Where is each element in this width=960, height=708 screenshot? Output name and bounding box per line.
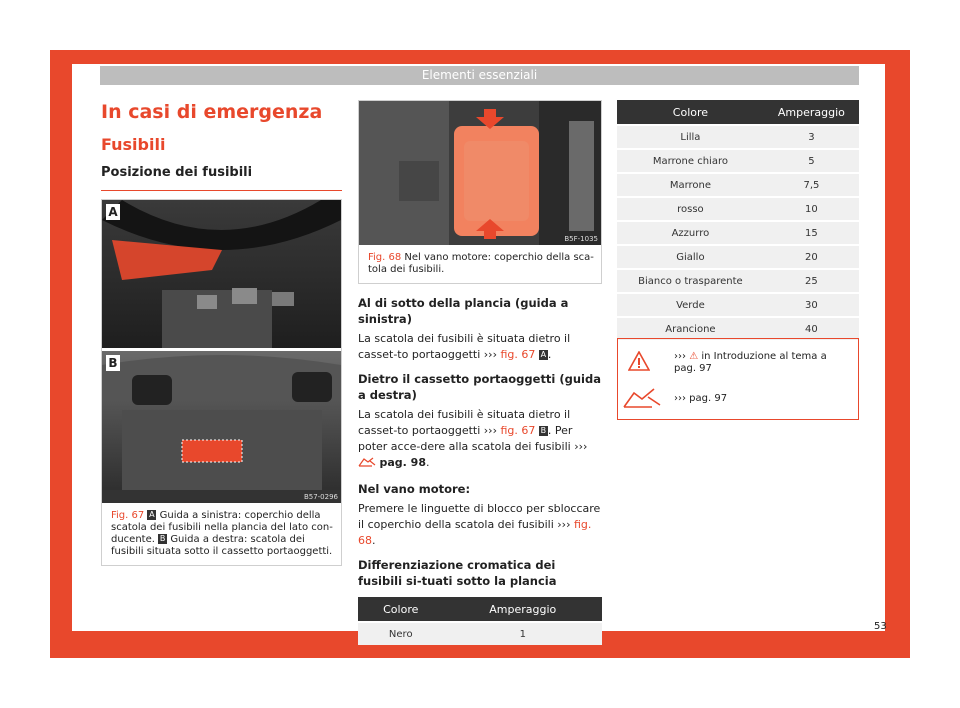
fuse-color-table-continued (617, 98, 859, 342)
warning-box (617, 338, 859, 420)
warning-text: in Introduzione al tema a (701, 351, 827, 362)
letter-badge-b: B (159, 534, 166, 543)
table-cell-amperage: 40 (764, 318, 859, 340)
table-cell-color: Bianco o trasparente (617, 270, 764, 292)
caption-text-a: Guida a sinistra: coperchio della scatola dei fusibili nella plancia del lato con-ducente. (111, 510, 333, 545)
figure-link[interactable]: fig. 68 (358, 518, 592, 547)
topic-heading: Posizione dei fusibili (101, 164, 342, 191)
figure-67-image (102, 200, 341, 503)
reference-arrow: ››› (574, 440, 588, 453)
figure-68-caption (359, 245, 601, 283)
caption-text-b: Guida a destra: scatola dei fusibili situata sotto il cassetto portaoggetti. (111, 534, 333, 557)
section-title: In casi di emergenza (101, 101, 323, 123)
table-cell-color: Verde (617, 294, 764, 316)
panel-label-a: A (106, 204, 120, 220)
reference-arrow: ››› (674, 351, 686, 362)
paragraph-heading: Differenziazione cromatica dei fusibili si-tuati sotto la plancia (358, 558, 557, 588)
table-cell-color: Lilla (617, 126, 764, 148)
figure-number: Fig. 68 (368, 252, 402, 263)
table-row (617, 174, 859, 196)
reference-arrow: ››› (483, 348, 497, 361)
paragraph-body: La scatola dei fusibili è situata dietro il casset-to portaoggetti (358, 332, 571, 361)
figure-link[interactable]: fig. 67 (500, 424, 536, 437)
panel-label-b: B (106, 355, 120, 371)
table-header-color: Colore (358, 597, 444, 621)
table-cell-color: Arancione (617, 318, 764, 340)
table-row (617, 150, 859, 172)
table-row (617, 126, 859, 148)
warning-reference (674, 351, 854, 375)
table-cell-color: Giallo (617, 246, 764, 268)
table-cell-color: Nero (358, 623, 444, 645)
inline-warning-icon: ⚠ (689, 351, 699, 362)
letter-badge-b: B (540, 426, 547, 435)
letter-badge-a: A (540, 350, 547, 359)
table-cell-amperage: 25 (764, 270, 859, 292)
table-cell-amperage: 7,5 (764, 174, 859, 196)
paragraph-heading: Nel vano motore: (358, 482, 471, 496)
table-row (617, 222, 859, 244)
column-middle (358, 100, 602, 647)
paragraph-heading: Al di sotto della plancia (guida a sinistra) (358, 296, 569, 326)
sentence-end: . (426, 456, 430, 469)
table-cell-color: Azzurro (617, 222, 764, 244)
table-row (358, 623, 602, 645)
column-right (617, 100, 859, 342)
paragraph-body: La scatola dei fusibili è situata dietro il casset-to portaoggetti (358, 408, 571, 437)
paragraph-body: Premere le linguette di blocco per sbloccare il coperchio della scatola dei fusibili (358, 502, 601, 531)
paragraph-text (358, 331, 602, 363)
manual-book-icon (622, 387, 662, 415)
column-left (101, 100, 342, 566)
letter-badge-a: A (149, 510, 155, 519)
figure-67-caption (102, 503, 341, 565)
paragraph-body: . Per poter acce-dere alla scatola dei fusibili (358, 424, 573, 453)
paragraph-text (358, 501, 602, 549)
figure-68 (358, 100, 602, 284)
table-cell-color: Marrone chiaro (617, 150, 764, 172)
table-row (617, 198, 859, 220)
table-cell-color: Marrone (617, 174, 764, 196)
table-header-color: Colore (617, 100, 764, 124)
warning-page[interactable]: pag. 97 (674, 363, 712, 374)
page-link[interactable]: pag. 98 (379, 456, 426, 469)
table-cell-amperage: 30 (764, 294, 859, 316)
table-header-amperage: Amperaggio (444, 597, 602, 621)
subsection-title: Fusibili (101, 135, 166, 154)
reference-arrow: ››› (483, 424, 497, 437)
sentence-end: . (372, 534, 376, 547)
table-row (617, 246, 859, 268)
table-cell-amperage: 1 (444, 623, 602, 645)
warning-triangle-icon (628, 351, 650, 375)
figure-code: B5F-1035 (564, 235, 598, 243)
table-cell-amperage: 5 (764, 150, 859, 172)
fuse-color-table (358, 595, 602, 647)
manual-book-icon (358, 457, 376, 473)
figure-code: B57-0296 (303, 493, 338, 501)
reference-arrow: ››› (557, 518, 571, 531)
table-row (617, 294, 859, 316)
chapter-header: Elementi essenziali (100, 66, 859, 85)
table-cell-amperage: 3 (764, 126, 859, 148)
table-cell-color: rosso (617, 198, 764, 220)
figure-67 (101, 199, 342, 566)
paragraph-heading: Dietro il cassetto portaoggetti (guida a destra) (358, 372, 601, 402)
table-row (617, 270, 859, 292)
figure-link[interactable]: fig. 67 (500, 348, 536, 361)
table-cell-amperage: 20 (764, 246, 859, 268)
table-cell-amperage: 10 (764, 198, 859, 220)
caption-text: Nel vano motore: coperchio della sca-tola dei fusibili. (368, 252, 594, 275)
table-row (617, 318, 859, 340)
sentence-end: . (547, 348, 552, 361)
table-header-amperage: Amperaggio (764, 100, 859, 124)
page-number: 53 (874, 621, 887, 632)
figure-number: Fig. 67 (111, 510, 145, 521)
manual-reference[interactable]: ››› pag. 97 (674, 393, 728, 404)
figure-68-image (359, 101, 601, 245)
table-cell-amperage: 15 (764, 222, 859, 244)
paragraph-text (358, 407, 602, 473)
